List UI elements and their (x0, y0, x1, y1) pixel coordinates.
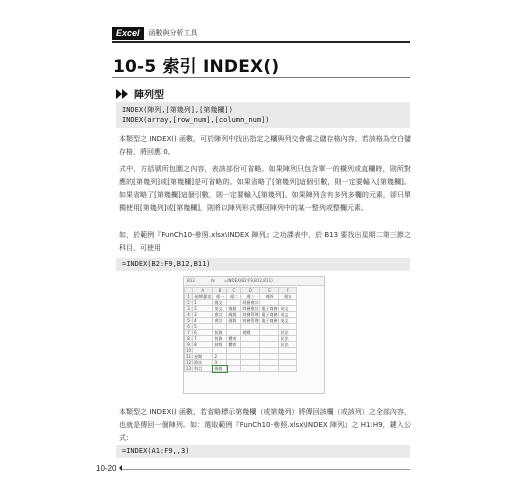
column-header-f[interactable]: F (279, 288, 297, 294)
cell[interactable]: 財經 (213, 342, 227, 348)
fx-icon: fx (211, 278, 215, 283)
table-row (185, 366, 297, 372)
row-header[interactable]: 4 (185, 312, 193, 318)
cell[interactable]: 英文 (279, 312, 297, 318)
formula-bar (184, 277, 324, 286)
spreadsheet-screenshot (183, 276, 325, 394)
row-header[interactable]: 3 (185, 306, 193, 312)
cell[interactable]: 國貿 (227, 312, 241, 318)
row-header[interactable]: 7 (185, 330, 193, 336)
cell[interactable]: 國貿 (227, 318, 241, 324)
cell[interactable]: 英文 (279, 306, 297, 312)
cell[interactable]: 電子商務 (261, 306, 278, 311)
cell[interactable]: 8 (193, 342, 213, 348)
cell[interactable]: 英文 (279, 318, 297, 324)
cell[interactable]: 國貿 (227, 306, 241, 312)
paragraph-3: 如，於範例『FunCh10-參照.xlsx\INDEX 陣列』之功課表中，於 B13 要找出星期二第三節之科目，可使用 (119, 231, 411, 252)
chapter-title: 函數與分析工具 (148, 29, 198, 37)
column-header-c[interactable]: C (227, 288, 241, 294)
row-header[interactable]: 8 (185, 336, 193, 342)
cell[interactable]: 科目 (193, 366, 213, 372)
cell[interactable]: 6 (193, 330, 213, 336)
cell[interactable]: 2 (213, 354, 227, 360)
row-header[interactable]: 6 (185, 324, 193, 330)
row-header[interactable]: 2 (185, 300, 193, 306)
double-chevron-icon (116, 89, 130, 99)
cell[interactable]: 3 (213, 360, 227, 366)
cell[interactable]: 2 (193, 306, 213, 312)
cell[interactable] (260, 366, 279, 372)
footer-rule (122, 469, 410, 470)
page-marker-icon (119, 465, 122, 471)
column-header-b[interactable]: B (213, 288, 227, 294)
cell[interactable]: 會計 (213, 318, 227, 324)
name-box: B13 (187, 278, 195, 283)
cell[interactable]: 3 (193, 312, 213, 318)
cell[interactable]: 投資 (213, 330, 227, 336)
page-number: 10-20 (96, 464, 117, 473)
cell[interactable]: 週一 (213, 294, 227, 300)
column-header-e[interactable]: E (260, 288, 279, 294)
column-header-d[interactable]: D (241, 288, 260, 294)
cell[interactable]: 5 (193, 324, 213, 330)
subsection-heading (116, 86, 164, 101)
cell[interactable]: 電子商務 (261, 318, 278, 323)
row-header[interactable]: 13 (186, 366, 192, 371)
cell[interactable]: 國文 (213, 300, 227, 306)
cell[interactable]: 節次 (193, 360, 213, 366)
cell[interactable]: 週二 (227, 294, 241, 300)
cell[interactable]: 遊戲 (241, 330, 260, 336)
cell[interactable]: 體育 (227, 336, 241, 342)
formula-box-1: =INDEX(B2:F9,B12,B11) (116, 258, 410, 271)
cell[interactable]: 民法 (279, 330, 297, 336)
cell[interactable]: 投資 (213, 336, 227, 342)
sheet-table (184, 287, 297, 372)
paragraph-4: 本類型之 INDEX() 函數，若省略標示第幾欄（或第幾列）將傳回該欄（或該列）之全部內容，也就是傳回一個陣列。如：選取範例『FunCh10-參照.xlsx\INDEX 陣列』之 H1:H9，鍵入公式： (119, 408, 411, 442)
subsection-title: 陣列型 (134, 90, 164, 101)
cell[interactable]: 星期 (193, 354, 213, 360)
cell[interactable]: 英文 (213, 306, 227, 312)
cell[interactable]: 7 (193, 336, 213, 342)
cell[interactable] (279, 366, 297, 372)
cell[interactable]: 星期\節次 (194, 294, 212, 299)
cell[interactable]: 週三 (241, 294, 260, 300)
chapter-header (112, 26, 198, 40)
cell[interactable]: 週五 (279, 294, 297, 300)
syntax-line-2: INDEX(array,[row_num],[column_num]) (122, 116, 270, 124)
row-header[interactable]: 11 (186, 354, 192, 359)
cell[interactable]: 財務會計 (242, 306, 259, 311)
excel-badge: Excel (112, 27, 144, 40)
row-header[interactable]: 9 (185, 342, 193, 348)
cell[interactable]: 財務會計 (242, 300, 259, 305)
formula-text: =INDEX(B2:F9,B12,B11) (224, 278, 273, 283)
row-header[interactable]: 1 (185, 294, 193, 300)
cell[interactable]: 4 (193, 318, 213, 324)
cell[interactable]: 體育 (227, 342, 241, 348)
row-header[interactable]: 12 (186, 360, 192, 365)
cell[interactable]: 國貿 (213, 366, 227, 372)
column-header-a[interactable]: A (193, 288, 213, 294)
cell[interactable]: 週四 (260, 294, 279, 300)
syntax-box (116, 102, 410, 128)
cell[interactable]: 民法 (279, 336, 297, 342)
header-rule (112, 41, 410, 43)
section-rule (112, 77, 410, 78)
paragraph-1: 本類型之 INDEX() 函數，可於陣列中找出指定之欄與列交會處之儲存格內容，若該格為空白儲存格，將回應 0。 (119, 135, 411, 156)
syntax-line-1: INDEX(陣列,[第幾列],[第幾欄]) (122, 106, 233, 114)
section-title: 10-5 索引 INDEX() (113, 57, 280, 77)
cell[interactable] (241, 366, 260, 372)
cell[interactable]: 1 (193, 300, 213, 306)
spreadsheet-grid (184, 287, 297, 372)
cell[interactable]: 電子商務 (261, 312, 278, 317)
row-header[interactable]: 5 (185, 318, 193, 324)
row-header[interactable]: 10 (186, 348, 192, 353)
cell[interactable]: 財務管理 (242, 318, 259, 323)
paragraph-2: 式中，方括號所包圍之內容，表該部份可省略。如果陣列只包含單一的橫列或直欄時，則所對應的[第幾列]或[第幾欄]是可省略的。如果省略了[第幾列]這個引數，則一定要輸入[第幾欄]。如果省略了[第幾欄]這個引數，則一定要輸入[第幾列]。如果陣列含有多列多欄的元素，卻只單獨使用[第幾列]或[第幾欄]，則將以陣列形式傳回陣列中的某一整列或整欄元素。 (119, 165, 411, 212)
cell[interactable] (227, 366, 241, 372)
cell[interactable]: 會計 (213, 312, 227, 318)
cell[interactable]: 民法 (279, 342, 297, 348)
formula-box-2: =INDEX(A1:F9,,3) (116, 445, 410, 458)
cell[interactable]: 財務管理 (242, 312, 259, 317)
